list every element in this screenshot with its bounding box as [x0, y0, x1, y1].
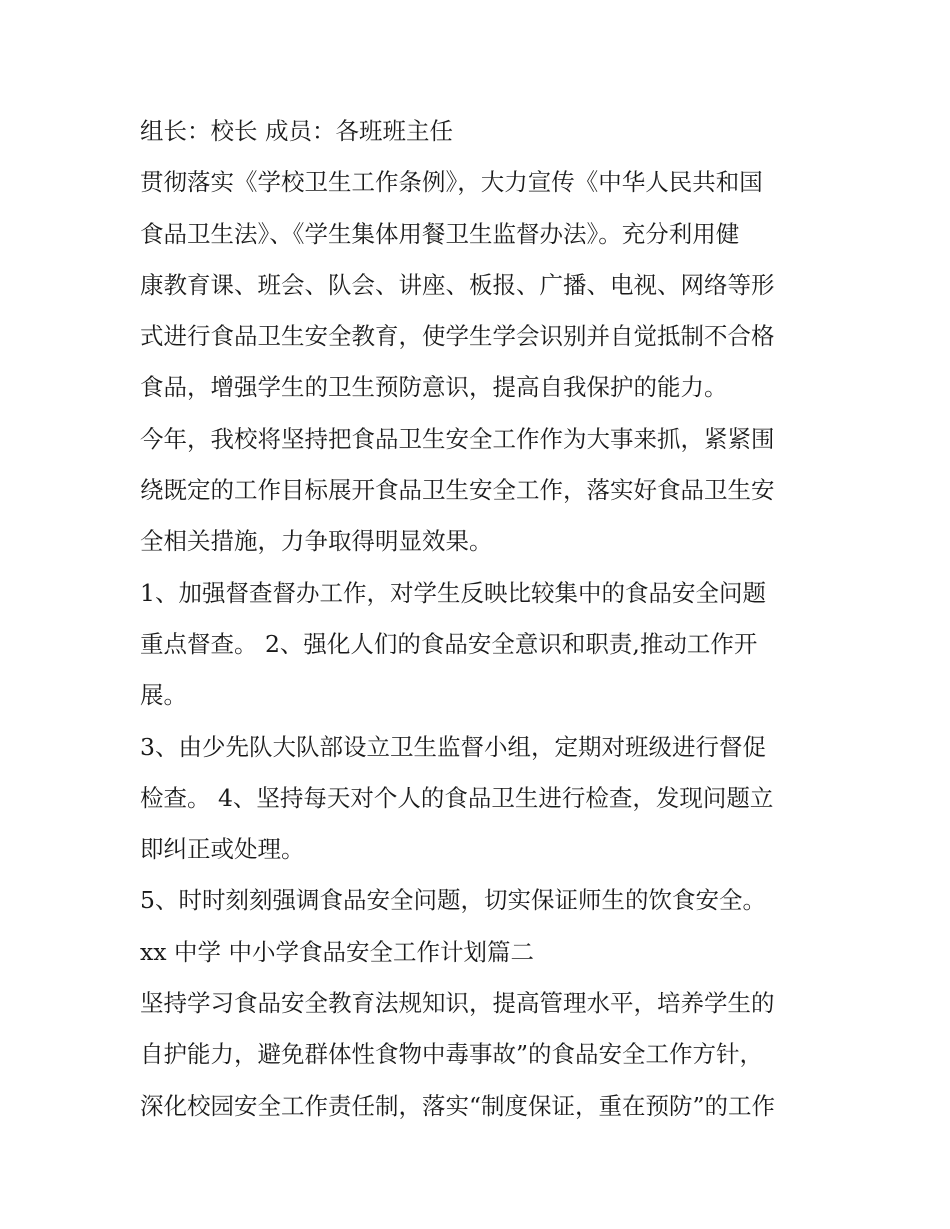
- document-body: [140, 106, 820, 1132]
- text-line: 今年，我校将坚持把食品卫生安全工作作为大事来抓，紧紧围: [140, 424, 775, 453]
- text-line: 坚持学习食品安全教育法规知识，提高管理水平，培养学生的: [140, 989, 775, 1018]
- text-line: 绕既定的工作目标展开食品卫生安全工作，落实好食品卫生安: [140, 476, 775, 505]
- text-line: 康教育课、班会、队会、讲座、板报、广播、电视、网络等形: [140, 270, 775, 299]
- text-line: 展。: [140, 681, 187, 710]
- text-line: 即纠正或处理。: [140, 835, 305, 864]
- text-line: 自护能力，避免群体性食物中毒事故”的食品安全工作方针，: [140, 1040, 764, 1069]
- text-line: 式进行食品卫生安全教育，使学生学会识别并自觉抵制不合格: [140, 322, 775, 351]
- text-line: 检查。 4、坚持每天对个人的食品卫生进行检查，发现问题立: [140, 783, 774, 812]
- text-line: 食品卫生法》、《学生集体用餐卫生监督办法》。充分利用健: [140, 219, 740, 248]
- text-line: 3、由少先队大队部设立卫生监督小组，定期对班级进行督促: [140, 732, 766, 761]
- text-line: 1、加强督查督办工作，对学生反映比较集中的食品安全问题: [140, 578, 766, 607]
- text-line: 深化校园安全工作责任制，落实“制度保证，重在预防”的工作: [140, 1091, 776, 1120]
- text-line: 组长：校长 成员：各班班主任: [140, 117, 453, 145]
- section-heading: xx 中学 中小学食品安全工作计划篇二: [140, 937, 534, 966]
- text-line: 食品，增强学生的卫生预防意识，提高自我保护的能力。: [140, 373, 728, 402]
- text-line: 贯彻落实《学校卫生工作条例》，大力宣传《中华人民共和国: [140, 168, 763, 197]
- text-line: 5、时时刻刻强调食品安全问题，切实保证师生的饮食安全。: [140, 886, 766, 915]
- text-line: 全相关措施，力争取得明显效果。: [140, 527, 493, 556]
- text-line: 重点督查。 2、强化人们的食品安全意识和职责,推动工作开: [140, 629, 758, 658]
